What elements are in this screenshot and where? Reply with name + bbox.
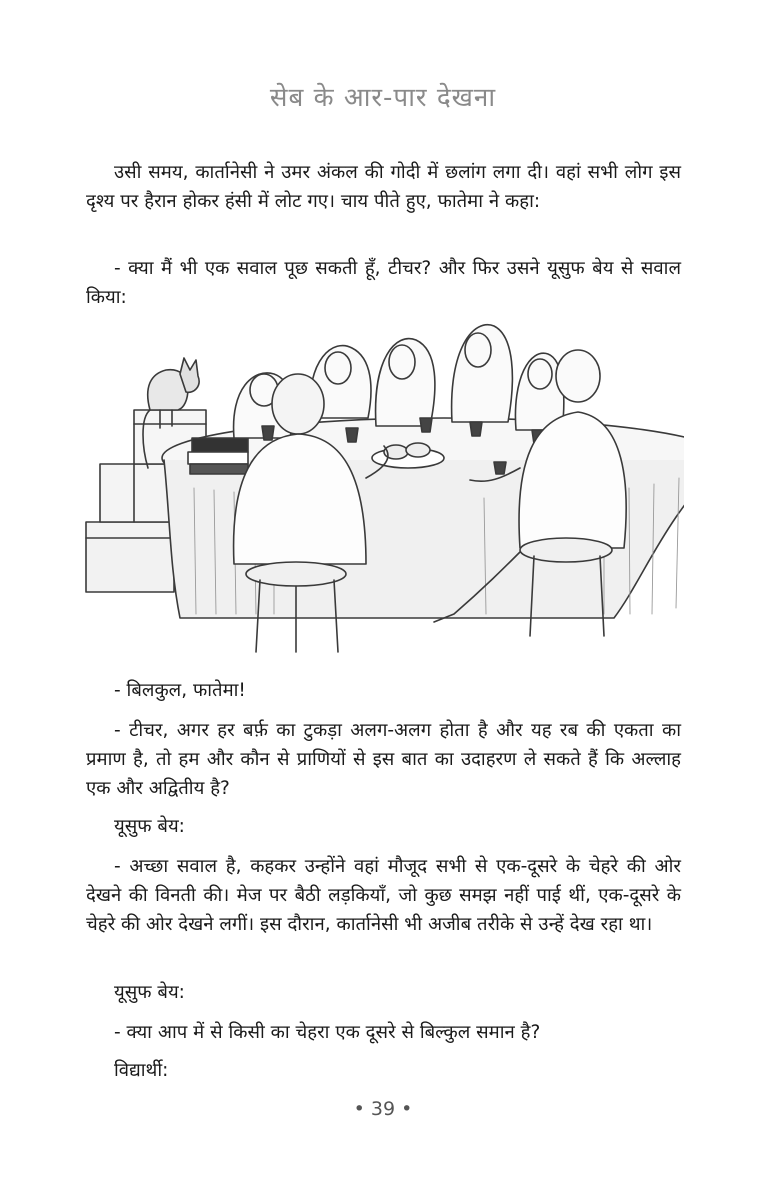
paragraph-8: - क्या आप में से किसी का चेहरा एक दूसरे से बिल्कुल समान है? <box>114 1022 541 1043</box>
chapter-title: सेब के आर-पार देखना <box>269 83 497 113</box>
paragraph-6: - अच्छा सवाल है, कहकर उन्होंने वहां मौजूद सभी से एक-दूसरे के चेहरे की ओर देखने की विनती की। मेज पर बैठी लड़कियाँ, जो कुछ समझ नहीं पाई थीं, एक-दूसरे के चेहरे की ओर देखने लगीं। इस दौरान, कार्तानेसी भी अजीब तरीके से उन्हें देख रहा था। <box>86 856 681 935</box>
paragraph-1: उसी समय, कार्तानेसी ने उमर अंकल की गोदी में छलांग लगा दी। वहां सभी लोग इस दृश्य पर हैरान होकर हंसी में लोट गए। चाय पीते हुए, फातेमा ने कहा: <box>86 162 681 212</box>
illustration-tea-table-scene <box>84 318 684 658</box>
paragraph-5: यूसुफ बेय: <box>114 816 185 837</box>
paragraph-3: - बिलकुल, फातेमा! <box>114 680 246 701</box>
paragraph-7: यूसुफ बेय: <box>114 982 185 1003</box>
paragraph-2: - क्या मैं भी एक सवाल पूछ सकती हूँ, टीचर? और फिर उसने यूसुफ बेय से सवाल किया: <box>86 258 681 308</box>
paragraph-4: - टीचर, अगर हर बर्फ़ का टुकड़ा अलग-अलग होता है और यह रब की एकता का प्रमाण है, तो हम और कौन से प्राणियों से इस बात का उदाहरण ले सकते हैं कि अल्लाह एक और अद्वितीय है? <box>86 720 681 799</box>
books <box>188 438 248 474</box>
page-number: • 39 • <box>353 1098 413 1120</box>
paragraph-9: विद्यार्थी: <box>114 1060 169 1081</box>
